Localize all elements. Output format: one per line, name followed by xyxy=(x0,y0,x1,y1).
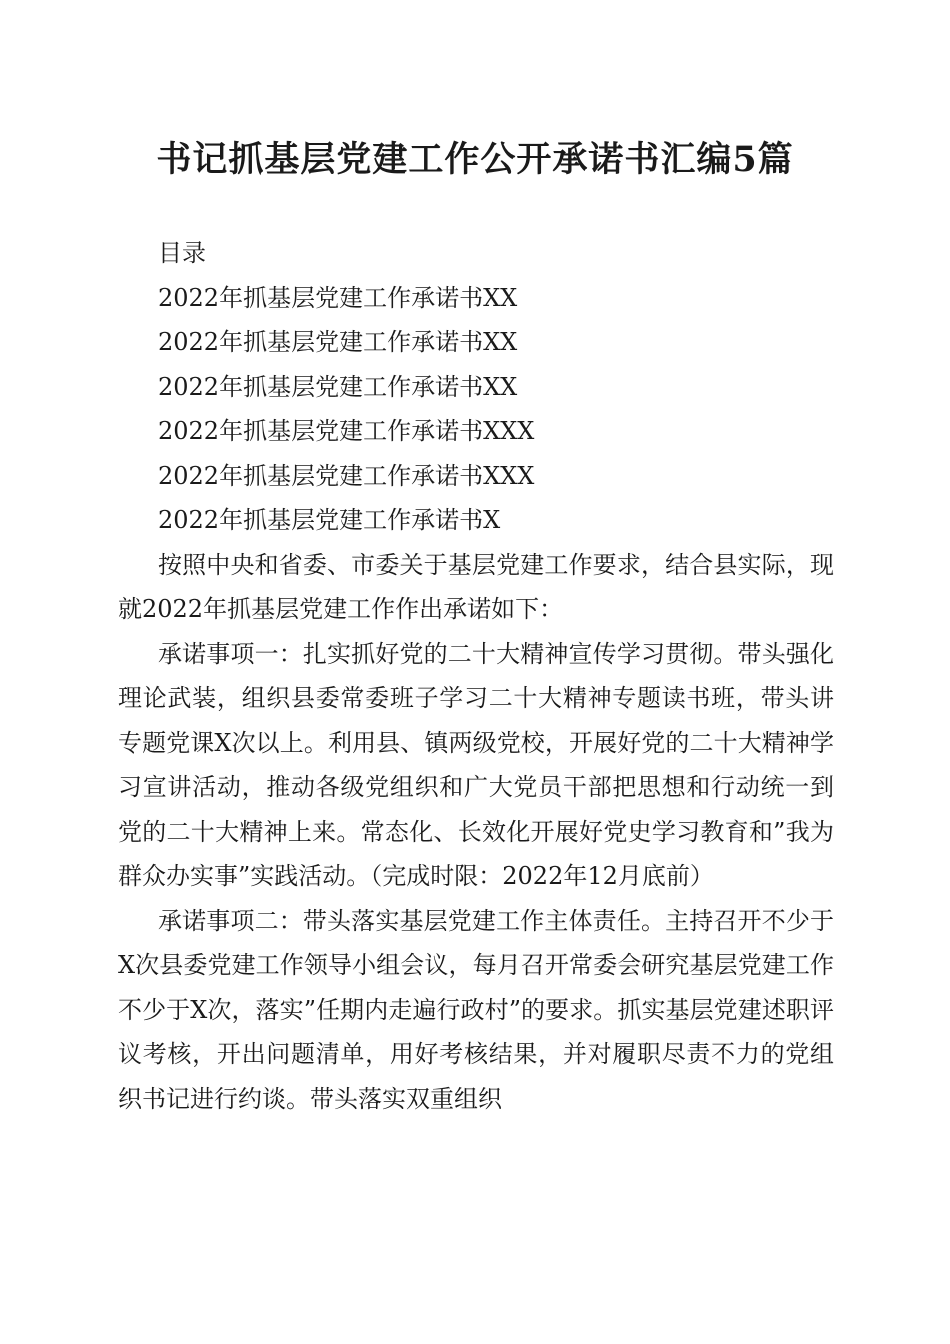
toc-item: 2022年抓基层党建工作承诺书XX xyxy=(158,328,518,356)
toc-item: 2022年抓基层党建工作承诺书XX xyxy=(158,283,518,312)
intro-paragraph: 按照中央和省委、市委关于基层党建工作要求，结合县实际，现就2022年抓基层党建工作作出承诺如下： xyxy=(118,550,834,623)
toc-item: 2022年抓基层党建工作承诺书XXX xyxy=(158,461,535,490)
toc-item: 2022年抓基层党建工作承诺书XX xyxy=(158,372,518,401)
toc-item: 2022年抓基层党建工作承诺书X xyxy=(158,506,501,534)
document-title: 书记抓基层党建工作公开承诺书汇编5篇 xyxy=(156,139,794,180)
toc-heading: 目录 xyxy=(158,239,206,267)
toc-item: 2022年抓基层党建工作承诺书XXX xyxy=(158,417,535,445)
commitment-paragraph: 承诺事项一：扎实抓好党的二十大精神宣传学习贯彻。带头强化理论武装，组织县委常委班子学习二十大精神专题读书班，带头讲专题党课X次以上。利用县、镇两级党校，开展好党的二十大精神学习宣讲活动，推动各级党组织和广大党员干部把思想和行动统一到党的二十大精神上来。常态化、长效化开展好党史学习教育和”我为群众办实事”实践活动。（完成时限：2022年12月底前） xyxy=(118,639,834,890)
commitment-paragraph: 承诺事项二：带头落实基层党建工作主体责任。主持召开不少于X次县委党建工作领导小组会议，每月召开常委会研究基层党建工作不少于X次，落实”任期内走遍行政村”的要求。抓实基层党建述职评议考核，开出问题清单，用好考核结果，并对履职尽责不力的党组织书记进行约谈。带头落实双重组织 xyxy=(118,906,834,1113)
document-body xyxy=(118,231,834,1121)
